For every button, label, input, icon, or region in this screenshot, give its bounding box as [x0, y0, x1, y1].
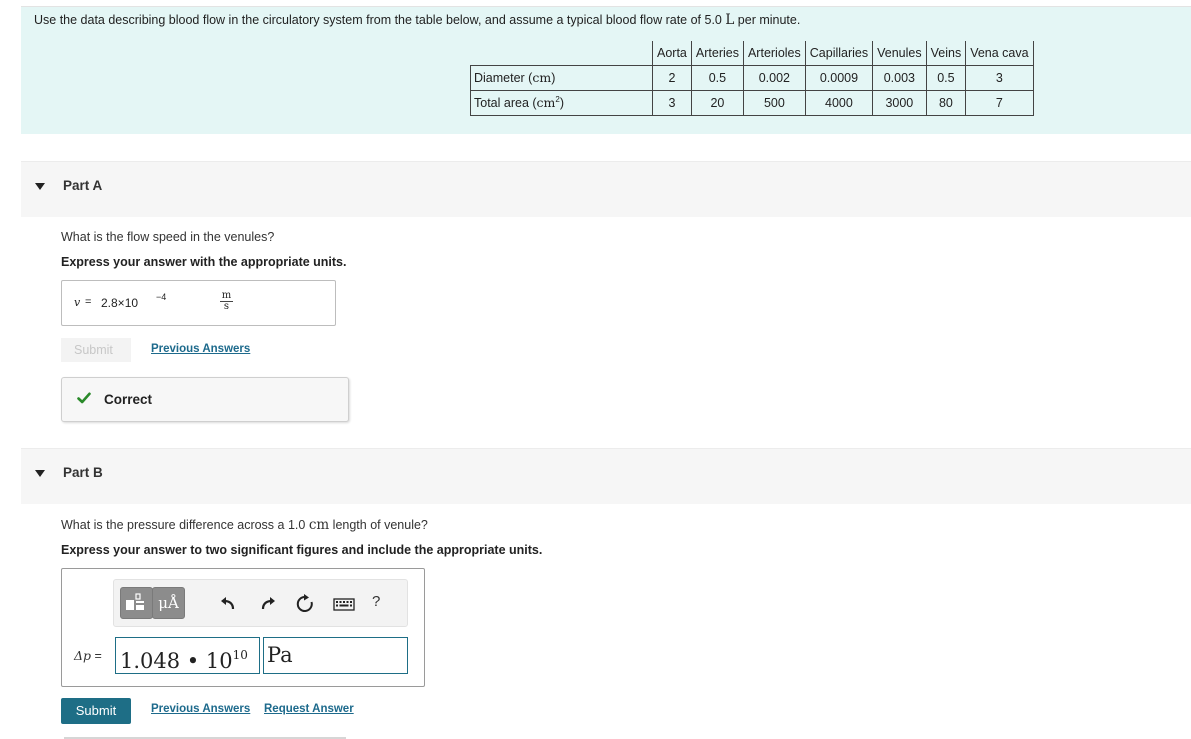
part-b-title: Part B — [63, 465, 103, 480]
part-a-submit-button[interactable]: Submit — [61, 338, 131, 362]
row-label: Diameter (cm) — [471, 65, 653, 90]
part-a-answer-display — [61, 280, 336, 326]
col-header: Arterioles — [743, 41, 805, 65]
part-b-question: What is the pressure difference across a 1.0 cm length of venule? — [61, 517, 428, 533]
keyboard-icon[interactable] — [333, 594, 355, 614]
col-header: Aorta — [653, 41, 692, 65]
check-icon — [77, 391, 91, 405]
part-b-answer-editor — [61, 568, 425, 687]
table-cell: 3000 — [873, 90, 926, 115]
part-a-previous-answers-link[interactable]: Previous Answers — [151, 343, 251, 355]
table-cell: 0.003 — [873, 65, 926, 90]
part-a-title: Part A — [63, 178, 103, 193]
table-cell: 0.002 — [743, 65, 805, 90]
templates-icon — [121, 588, 152, 618]
table-cell: 3 — [653, 90, 692, 115]
units-input[interactable]: Pa — [263, 637, 408, 674]
part-a-feedback — [61, 377, 349, 422]
units-button[interactable]: μÅ — [152, 587, 185, 619]
table-cell: 4000 — [805, 90, 872, 115]
feedback-text: Correct — [104, 392, 153, 407]
table-cell: 0.5 — [691, 65, 743, 90]
table-cell: 3 — [966, 65, 1033, 90]
blood-flow-table — [470, 41, 1034, 116]
reset-icon[interactable] — [295, 594, 315, 614]
table-row — [471, 90, 1034, 115]
table-cell: 20 — [691, 90, 743, 115]
table-cell: 2 — [653, 65, 692, 90]
table-cell: 80 — [926, 90, 966, 115]
templates-button[interactable] — [120, 587, 153, 619]
answer-label: Δp = — [74, 648, 102, 663]
row-label: Total area $(cm^2)$ — [471, 90, 653, 115]
part-a-header[interactable] — [21, 161, 1191, 217]
request-answer-link[interactable]: Request Answer — [264, 703, 354, 715]
col-header: Veins — [926, 41, 966, 65]
answer-value: 2.8×10 — [101, 296, 139, 310]
part-a-question: What is the flow speed in the venules? — [61, 230, 275, 244]
problem-intro — [21, 7, 1191, 134]
table-row — [471, 65, 1034, 90]
unit-numerator: m — [221, 290, 232, 301]
answer-equals: = — [85, 296, 92, 308]
math-toolbar — [113, 579, 408, 627]
table-cell: 500 — [743, 90, 805, 115]
table-cell: 0.0009 — [805, 65, 872, 90]
table-corner — [471, 41, 653, 65]
collapse-triangle-icon[interactable] — [35, 470, 45, 477]
col-header: Capillaries — [805, 41, 872, 65]
col-header: Arteries — [691, 41, 743, 65]
col-header: Vena cava — [966, 41, 1033, 65]
value-input[interactable]: 1.048 • $10^{10}$ — [115, 637, 260, 674]
part-b-header[interactable] — [21, 448, 1191, 504]
redo-icon[interactable] — [258, 594, 278, 614]
part-b-submit-button[interactable]: Submit — [61, 698, 131, 724]
table-header-row — [471, 41, 1034, 65]
intro-text: Use the data describing blood flow in the circulatory system from the table below, and assume a typical blood flow rate of 5.0 L per minute. — [34, 12, 801, 28]
help-button[interactable]: ? — [372, 593, 381, 610]
undo-icon[interactable] — [218, 594, 238, 614]
col-header: Venules — [873, 41, 926, 65]
answer-exponent: −4 — [156, 292, 167, 302]
unit-denominator: s — [223, 301, 230, 312]
part-b-instruction: Express your answer to two significant figures and include the appropriate units. — [61, 543, 543, 557]
table-cell: 0.5 — [926, 65, 966, 90]
part-b-previous-answers-link[interactable]: Previous Answers — [151, 703, 251, 715]
part-a-instruction: Express your answer with the appropriate units. — [61, 255, 347, 269]
answer-variable: v — [74, 296, 81, 309]
table-cell: 7 — [966, 90, 1033, 115]
collapse-triangle-icon[interactable] — [35, 183, 45, 190]
answer-unit-fraction — [220, 291, 233, 312]
